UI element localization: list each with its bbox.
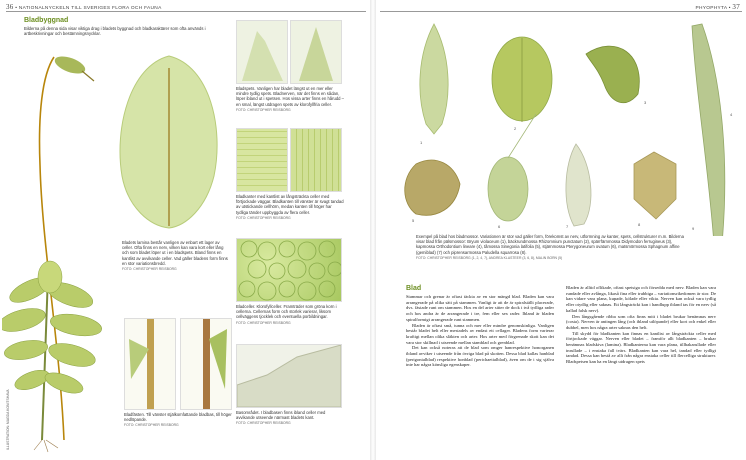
gallery-leaf-3 [586, 46, 639, 103]
caption-leaf-tip-text: Bladspets. Vanligen har bladet längst ut en mer eller mindre tydlig spets. Bladnerven, när det finns en sådan, löper ibland ut i spetsen. Hos vissa arter finns en hårudd – en smal, längst utdragen spets av klorofyllfria celler. [236, 86, 345, 107]
caption-leaf-cells [236, 304, 344, 326]
leaf-label-2: 2 [514, 126, 517, 131]
right-running-head: PHYOPHYTA • 37 [695, 3, 740, 11]
body-col2-para-3: Till skydd för bladkanten kan finnas en kantlist av långsträckta celler med förtjockade väggar. Nerven eller bladet – framför allt bladkanten – brukar benämnas bladskiva (lamina). Bladkanterna kan vara plana, tillbakarullade eller inrullade – i enstaka fall tvärs. Bladkanten kan vara hel, tandad eller tydligt tandad. Dessa kan bestå av allt från några enstaka celler till flercelliga strukturer. Bladspetsen kan ha en längt utdragen spets [566, 330, 716, 365]
caption-leaf-tip-credit: FOTO: CHRISTOPHER REISBORG [236, 107, 291, 112]
large-leaf-photo [110, 48, 228, 233]
photo-leaf-cells [236, 238, 342, 302]
left-page-number: 36 [6, 3, 14, 11]
gallery-leaf-8 [634, 152, 676, 219]
caption-leaf-attachment-text: Bladfästen. Till vänster stjälkomfattande bladbas, till höger nedlöpande. [124, 412, 232, 423]
gametophyte-stem [42, 275, 48, 440]
leaf-caption-text: Bladets lamina består vanligen av enbart ett lager av celler. Ofta finns en nerv, vilken kan vara kort eller lång och som bladet löper ut i en bladspets. Bland finns en kantlist av avvikande celler. Vad gäller bladens form finns en stor variationsbredd. [122, 240, 228, 266]
gallery-leaf-7 [566, 144, 591, 226]
moss-plant-illustration [2, 45, 122, 455]
caption-leaf-base-text: Basområdet. I bladbasen finns ibland celler med avvikande utseende närmast bladets kant. [236, 410, 326, 421]
leaf-label-9: 9 [692, 226, 695, 231]
leaf-label-4: 4 [730, 112, 733, 117]
leaf-label-7: 7 [566, 224, 569, 229]
caption-leaf-base [236, 410, 344, 427]
right-running-head-text: PHYOPHYTA [695, 6, 728, 11]
illustration-credit: ILLUSTRATION: MAGDA KONITSHAVA [6, 389, 10, 450]
section-title-bladbyggnad: Bladbyggnad [24, 17, 69, 24]
gallery-leaf-4 [692, 24, 725, 236]
body-col1-para-1: Stammar och grenar är oftast täckta av en stor mängd blad. Bladen kan vara arrangerade på olika sätt på stammen. Vanligt är att de är spiralställt placerade, dvs. fästade runt om stammen. Hos en del arter sitter de dock i två tydliga rader och hos andra är de arrangerade i tre, fem eller sex rader. Ibland är bladen spiralformigt arrangerade runt stammen. [406, 294, 554, 322]
left-head-rule [6, 11, 366, 12]
caption-leaf-base-credit: FOTO: CHRISTOPHER REISBORG [236, 421, 291, 426]
caption-leaf-tip [236, 86, 344, 113]
photo-leaf-attachment-1 [124, 318, 176, 410]
body-column-1 [406, 294, 554, 368]
gallery-leaf-6 [488, 157, 528, 221]
body-col2-para-1: Bladen är alltid oflikade, oftast spetsiga och försedda med nerv. Bladen kan vara rundade eller avlånga, likaså fina eller trubbiga – variationsrikedomen är stor. De kan vidare vara plana, kupade, kölade eller vikta. Nerven kan också vara tydlig eller otydlig eller saknas. Ett långsträckt kan i handlupp ibland tas för en nerv (så kallad falsk nerv). [566, 285, 716, 313]
caption-leaf-cells-credit: FOTO: CHRISTOPHER REISBORG [236, 320, 291, 325]
capsule [53, 53, 88, 77]
capsule-lid [82, 71, 94, 81]
gallery-leaf-5 [405, 160, 460, 215]
caption-leaf-attachment [124, 412, 232, 429]
figure-caption-text: Exempel på blad hos bladmossor. Variationen är stor vad gäller form, förekomst av nerv, utformning av kanter, spets, cellstrukturer m.m. Bilderna visar blad från pälsmossor: Bryum violaceum (1), bäckrundmossa Rhizomnium punctatum (2), spärrfärnmossa Didymodon ferrugineus (3), kapmossa Orthodontium lineare (4), tåmossa Sinegonia latifolia (5), stjärnmossa Pterygoneurum ovatum (6), matsmörmossa Sphagnum affine (gemiblad) (7) och piprensarmossa Paludella squarrosa (8). [416, 234, 684, 255]
right-head-rule [380, 11, 742, 12]
caption-leaf-margin [236, 194, 344, 221]
cell-pattern [237, 239, 341, 301]
photo-leaf-margin-1 [236, 128, 288, 192]
left-page [0, 0, 370, 460]
leaf-label-5: 5 [412, 218, 415, 223]
caption-leaf-margin-credit: FOTO: CHRISTOPHER REISBORG [236, 215, 291, 220]
leaf-label-1: 1 [420, 140, 423, 145]
body-col1-para-2: Bladen är oftast små, tunna och mer eller mindre genomskinliga. Vanligen består bladet helt eller mestadels av endast ett cellager. Bladens form varierar kraftigt mellan olika släkten och arter. Hos arter med förgrenade skott kan det vara stor skillnad i utseende mellan stamblad och grenblad. [406, 322, 554, 345]
leaf-label-3: 3 [644, 100, 647, 105]
leaf-label-6: 6 [498, 224, 501, 229]
leaf-caption [122, 240, 230, 272]
leaf-gallery [376, 14, 746, 236]
body-col1-para-3: Det kan också noteras att de blad som omger hanrespektive honorganen ibland avviker i utseende från övriga blad på skotten. Dessa blad kallas hanblad (perigonialblad) respektive honblad (perichaetialblad), även om de i sig själva inte har några könsliga egenskaper. [406, 345, 554, 368]
gallery-leaf-1 [420, 24, 448, 134]
left-running-head: 36 • NATIONALNYCKELN TILL SVERIGES FLORA OCH FAUNA [6, 3, 162, 11]
photo-leaf-tip-2 [290, 20, 342, 84]
caption-leaf-cells-text: Bladceller. Klorofyllceller. Framträder som gröna korn i cellerna. Cellernas form och storlek varierar, liksom cellväggens tjocklek och eventuella porbildningar. [236, 304, 337, 320]
leaf-label-8: 8 [638, 222, 641, 227]
leaf-caption-credit: FOTO: CHRISTOPHER REISBORG [122, 267, 177, 272]
left-running-head-text: NATIONALNYCKELN TILL SVERIGES FLORA OCH FAUNA [18, 6, 162, 11]
right-page [376, 0, 746, 460]
section-title-blad: Blad [406, 285, 422, 292]
photo-leaf-margin-2 [290, 128, 342, 192]
shoot-leaves [2, 261, 103, 397]
intro-text: Bilderna på denna sida visar viktiga drag i bladets byggnad och bladkaraktärer som ofta används i artbeskrivningar och bestämningsnycklar. [24, 26, 206, 37]
right-page-number: 37 [732, 3, 740, 11]
body-column-2 [566, 285, 716, 365]
body-col2-para-2: Den långsgående ribba som ofta finns mitt i bladet brukar benämnas nerv (costa). Nerven är antingen lång (och ibland utlöpande) eller kort och enkel eller dubbel, men hos några arter saknas den helt. [566, 313, 716, 330]
photo-leaf-tip-1 [236, 20, 288, 84]
photo-leaf-attachment-2 [180, 318, 232, 410]
figure-caption-credit: FOTO: CHRISTOPHER REISBORG (1, 2, 4, 7), ANDREA KLASTEER (3, 6, 8), MALIN BORN (5) [416, 255, 563, 260]
caption-leaf-margin-text: Bladkanter med kantlist av långsträckta celler med förtjockade väggar. Bladkanten till vänster är svagt tandad av utstickande cellhörn, medan kanten till höger har tydliga tänder uppbyggda av flera celler. [236, 194, 344, 215]
rhizoids [34, 440, 58, 452]
caption-leaf-attachment-credit: FOTO: CHRISTOPHER REISBORG [124, 423, 179, 428]
photo-leaf-base [236, 344, 342, 408]
figure-caption [416, 234, 686, 261]
